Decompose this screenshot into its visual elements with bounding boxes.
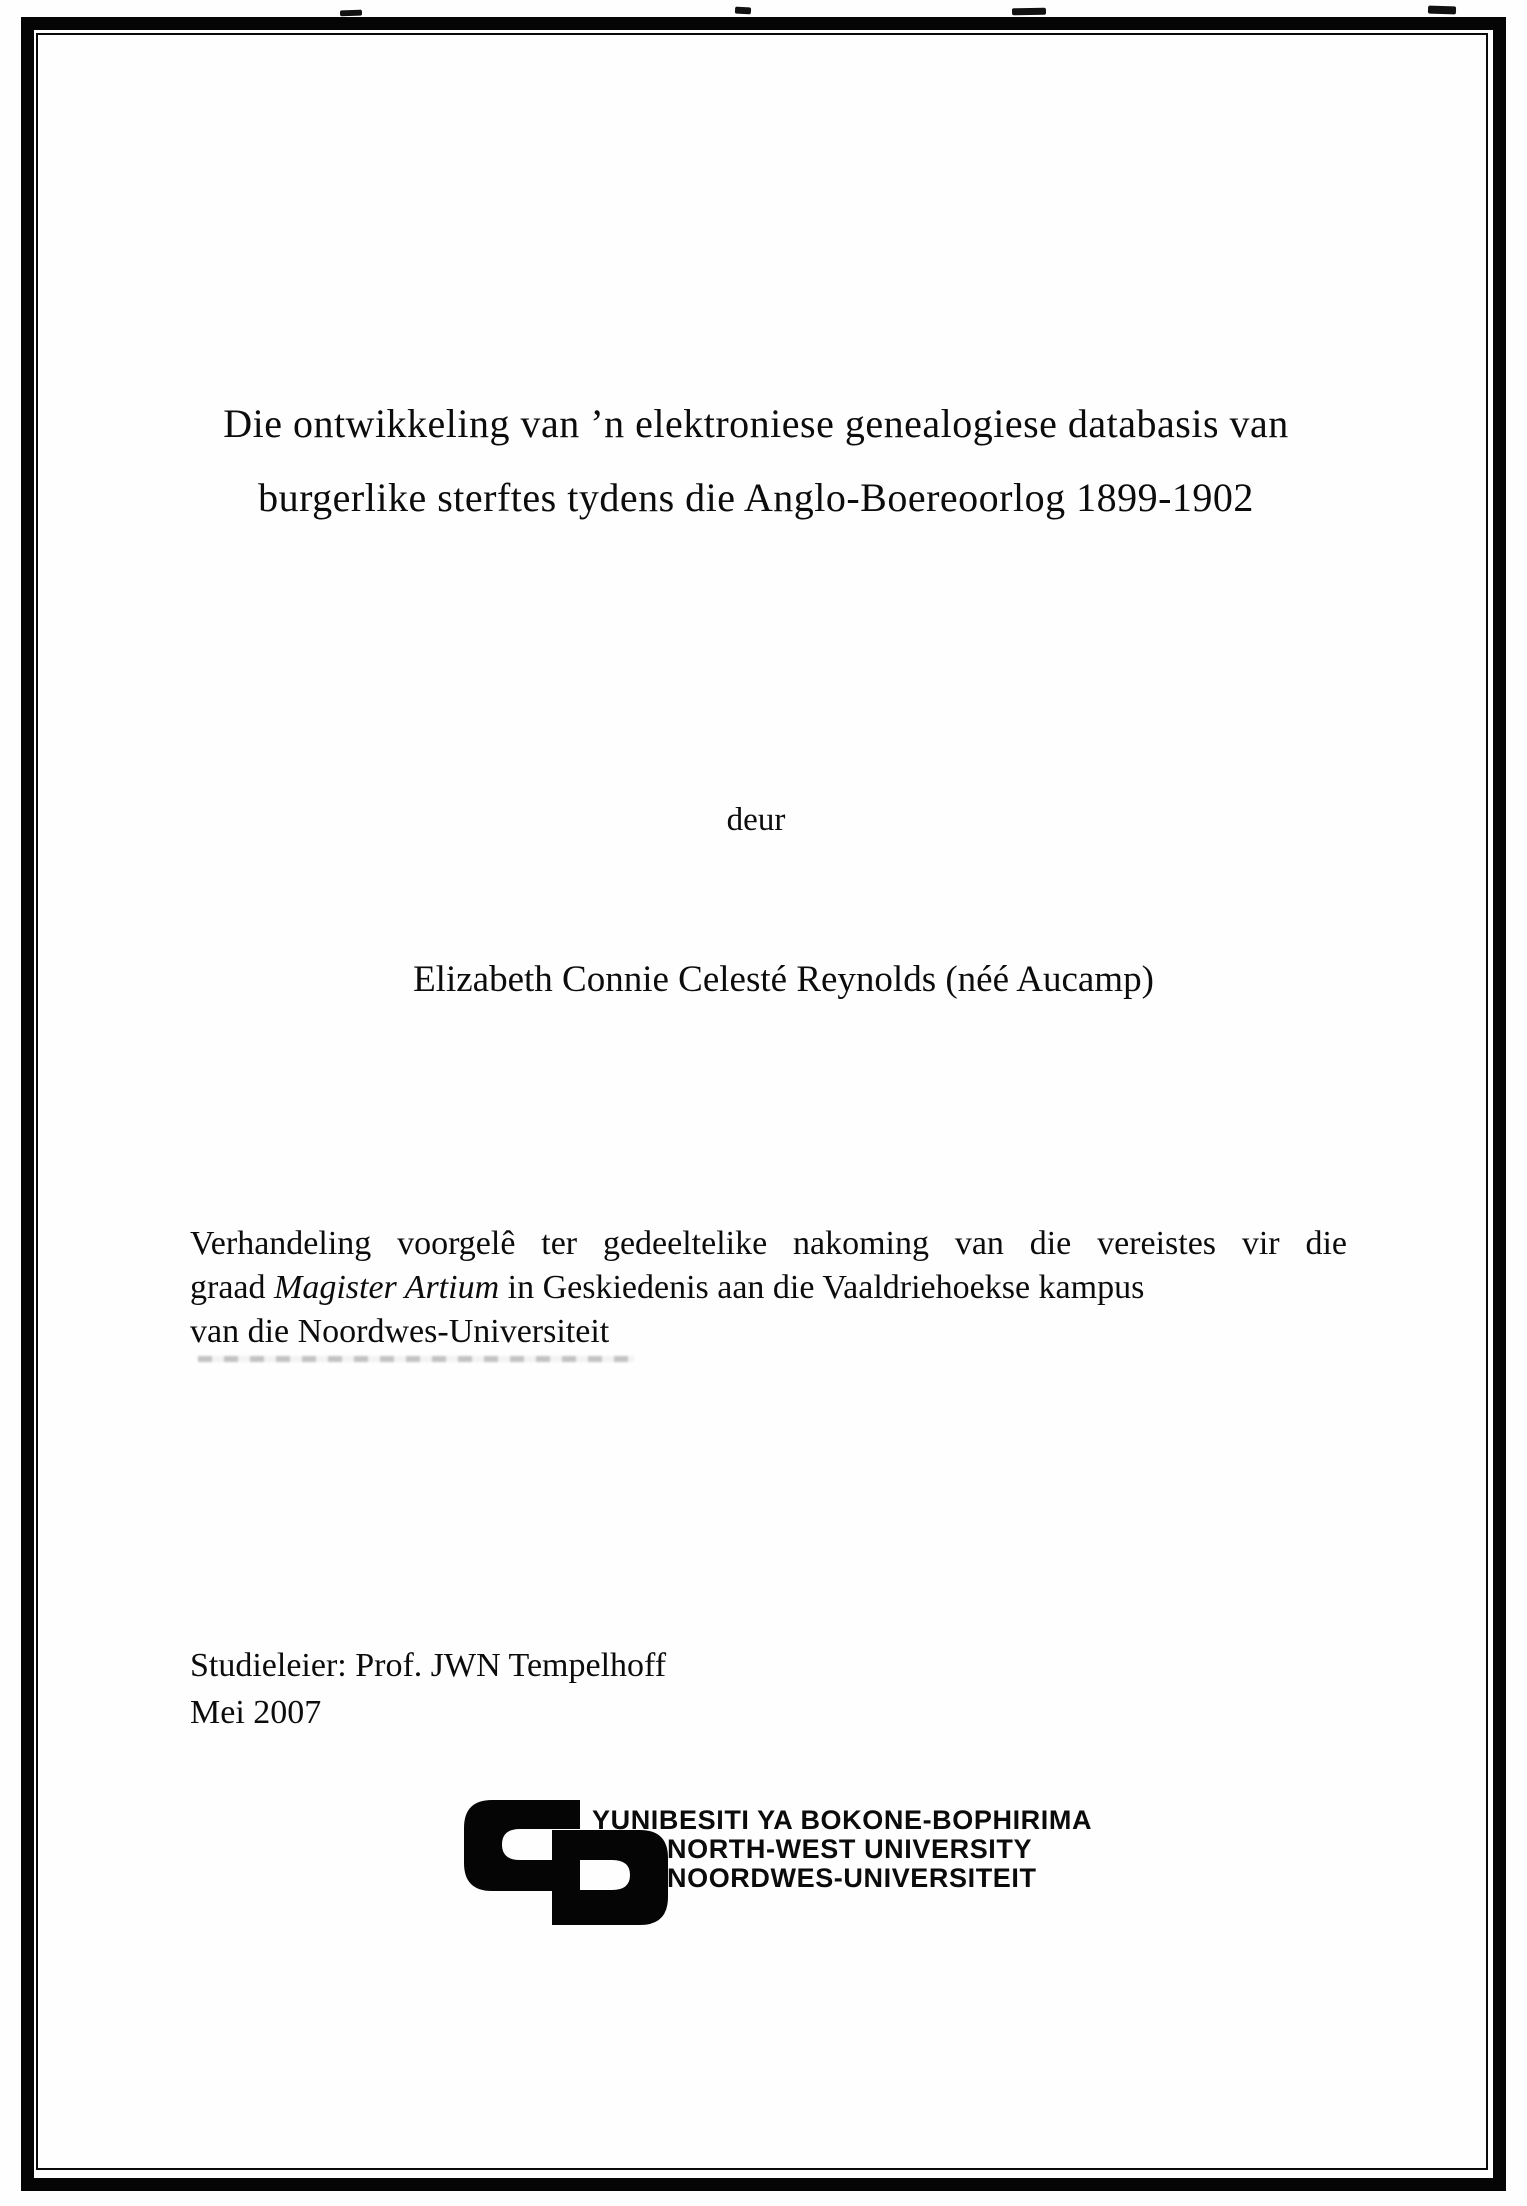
university-name-english: NORTH-WEST UNIVERSITY xyxy=(667,1834,1033,1864)
submission-line2 xyxy=(190,1266,1347,1310)
submission-line3: van die Noordwes-Universiteit xyxy=(190,1313,610,1350)
scan-smudge xyxy=(735,7,751,15)
submission-statement xyxy=(190,1222,1347,1354)
scan-smudge xyxy=(1428,6,1456,15)
university-name-setswana: YUNIBESITI YA BOKONE-BOPHIRIMA xyxy=(592,1805,1093,1835)
submission-line2-suffix: in Geskiedenis aan die Vaaldriehoekse kampus xyxy=(499,1269,1145,1306)
supervisor-line: Studieleier: Prof. JWN Tempelhoff xyxy=(190,1647,667,1684)
university-name-afrikaans: NOORDWES-UNIVERSITEIT xyxy=(667,1863,1037,1893)
submission-line1: Verhandeling voorgelê ter gedeeltelike nakoming van die vereistes vir die xyxy=(190,1225,1347,1262)
scan-smudge xyxy=(1012,8,1046,16)
author-name: Elizabeth Connie Celesté Reynolds (néé Aucamp) xyxy=(413,959,1154,1000)
scan-smudge xyxy=(340,10,362,17)
thesis-title-line2: burgerlike sterftes tydens die Anglo-Boereoorlog 1899-1902 xyxy=(258,475,1254,520)
byline: deur xyxy=(726,802,786,838)
supervisor-block xyxy=(190,1642,666,1736)
university-name-block xyxy=(592,1806,1092,1893)
date-line: Mei 2007 xyxy=(190,1694,322,1731)
submission-line2-prefix: graad xyxy=(190,1269,275,1306)
scan-ghost-line xyxy=(198,1356,634,1362)
degree-name-italic: Magister Artium xyxy=(274,1269,500,1306)
thesis-title-line1: Die ontwikkeling van ’n elektroniese genealogiese databasis van xyxy=(223,401,1289,446)
thesis-title xyxy=(95,387,1417,535)
